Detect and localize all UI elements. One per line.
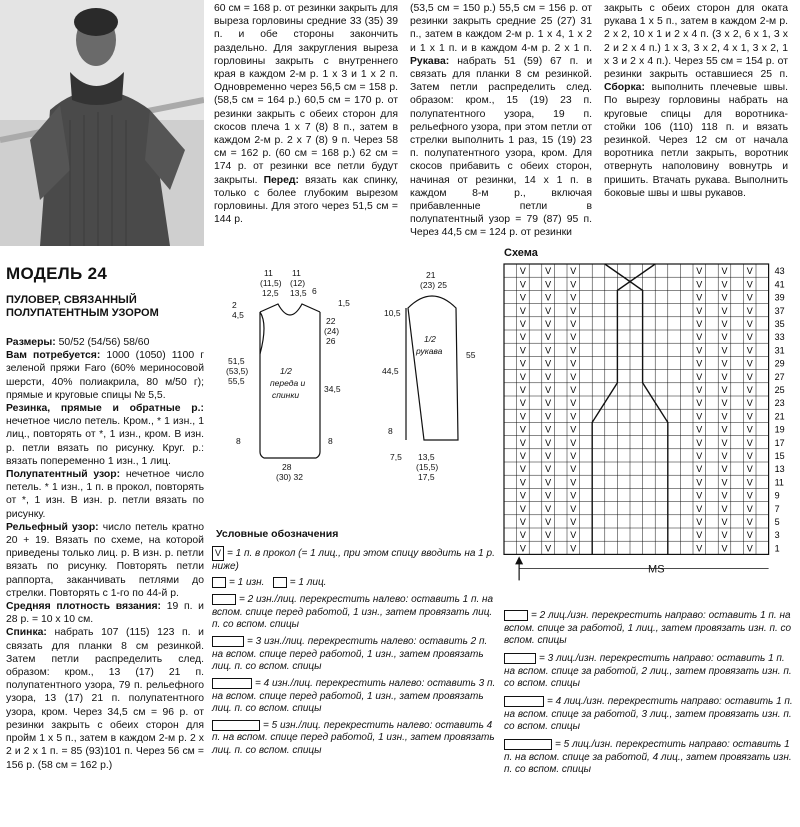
svg-text:22: 22 [326, 316, 336, 326]
v-stitch: V [721, 371, 728, 382]
v-stitch: V [746, 517, 753, 527]
svg-text:(11,5): (11,5) [260, 278, 282, 288]
v-stitch: V [545, 543, 552, 554]
photo-illustration [0, 0, 204, 246]
v-stitch: V [721, 517, 728, 527]
v-stitch: V [519, 266, 526, 277]
v-stitch: V [545, 517, 552, 527]
v-stitch: V [696, 266, 703, 277]
v-stitch: V [519, 464, 526, 475]
v-stitch: V [696, 398, 703, 409]
v-stitch: V [545, 305, 552, 316]
v-stitch: V [746, 266, 753, 277]
v-stitch: V [746, 279, 753, 290]
svg-text:21: 21 [426, 270, 436, 280]
v-stitch: V [519, 477, 526, 488]
v-stitch: V [545, 424, 552, 435]
row-label: 29 [774, 358, 785, 369]
v-stitch: V [721, 266, 728, 277]
svg-text:10,5: 10,5 [384, 308, 401, 318]
v-stitch: V [746, 371, 753, 382]
v-stitch: V [721, 332, 728, 343]
text-column-1: Размеры: 50/52 (54/56) 58/60 Вам потребуется: 1000 (1050) 1100 г зеленой пряжи Faro (60% мериносовой шерсти, 40% полиакрила, 80 м/50 г); прямые и круговые спицы № 5,5. Резинка, прямые и обратные р.: нечетное число петель. Кром., * 1 изн., 1 лиц., повторять от *, 1 изн., кром. В изн. р. петли вязать по рисунку. Круг. р.: вязать попеременно 1 изн., 1 лиц. Полупатентный узор: нечетное число петель. * 1 изн., 1 п. в прокол, повторять от *, 1 изн. В изн. р. петли вязать по рисунку. Рельефный узор: число петель кратно 20 + 19. Вязать по схеме, на которой приведены только лиц. р. В изн. р. петли вязать по рисунку. Повторять петли раппорта, заканчивать петлями до стрелки. Повторять с 1-го по 44-й р. Средняя плотность вязания: 19 п. и 28 р. = 10 х 10 см. Спинка: набрать 107 (115) 123 п. и связать для планки 8 см резинкой. Затем петли распределить след. образом: кром., 13 (17) 21 п. полупатентного узора, 79 п. рельефного узора, 13 (17) 21 п. полупатентного узора, кром. Через 34,5 см = 96 р. от резинки закрыть с обеих сторон для пройм 1 х 5 п., затем в каждом 2-м р. 2 х 2 и 2 х 1 п. = 85 (93)101 п. Через 56 см = 156 р. (58 см = 162 р.) [6, 337, 204, 771]
v-stitch: V [721, 385, 728, 395]
svg-text:7,5: 7,5 [390, 452, 402, 462]
v-stitch: V [746, 424, 753, 435]
v-stitch: V [570, 332, 577, 343]
v-stitch: V [746, 411, 753, 422]
v-stitch: V [570, 477, 577, 488]
v-stitch: V [746, 332, 753, 343]
v-symbol-icon: V [212, 546, 224, 561]
row-label: 33 [774, 332, 785, 343]
row-label: 43 [774, 266, 785, 277]
row-label: 23 [774, 398, 785, 409]
stitch-chart [500, 258, 796, 602]
schema-title: Схема [504, 247, 538, 259]
v-stitch: V [519, 332, 526, 343]
v-stitch: V [746, 385, 753, 395]
v-stitch: V [721, 490, 728, 501]
v-stitch: V [545, 345, 552, 356]
legend-item-purl-knit: = 1 изн. = 1 лиц. [212, 577, 496, 590]
v-stitch: V [746, 464, 753, 475]
v-stitch: V [545, 451, 552, 461]
v-stitch: V [570, 530, 577, 541]
svg-text:28: 28 [282, 462, 292, 472]
v-stitch: V [545, 464, 552, 475]
v-stitch: V [519, 424, 526, 435]
v-stitch: V [519, 345, 526, 356]
v-stitch: V [746, 490, 753, 501]
v-stitch: V [570, 517, 577, 527]
svg-text:11: 11 [292, 268, 301, 278]
v-stitch: V [519, 543, 526, 554]
v-stitch: V [519, 517, 526, 527]
v-stitch: V [696, 319, 703, 329]
cross-5-left-icon [212, 720, 260, 731]
row-label: 31 [774, 345, 785, 356]
v-stitch: V [519, 437, 526, 448]
v-stitch: V [545, 371, 552, 382]
v-stitch: V [570, 490, 577, 501]
svg-text:8: 8 [328, 436, 333, 446]
v-stitch: V [570, 385, 577, 395]
svg-text:1/2: 1/2 [424, 334, 436, 344]
v-stitch: V [519, 305, 526, 316]
v-stitch: V [545, 332, 552, 343]
v-stitch: V [696, 517, 703, 527]
v-stitch: V [570, 424, 577, 435]
v-stitch: V [519, 279, 526, 290]
svg-text:55,5: 55,5 [228, 376, 245, 386]
svg-text:(15,5): (15,5) [416, 462, 439, 472]
ms-label: MS [648, 563, 665, 576]
v-stitch: V [721, 319, 728, 329]
v-stitch: V [570, 266, 577, 277]
svg-text:переда и: переда и [270, 378, 306, 388]
v-stitch: V [570, 358, 577, 369]
v-stitch: V [746, 319, 753, 329]
row-label: 5 [774, 517, 780, 527]
v-stitch: V [746, 530, 753, 541]
cross-3-right-icon [504, 653, 536, 664]
legend-right [504, 610, 794, 777]
pattern-diagram [220, 264, 504, 490]
v-stitch: V [519, 292, 526, 303]
svg-text:(12): (12) [290, 278, 306, 288]
text-column-4: закрыть с обеих сторон для оката рукава 1 х 5 п., затем в каждом 2-м р. 2 х 2, 10 х 1 и 2 х 4 п. (3 х 2, 6 х 1, 3 х 2 и 2 х 4 п.) 1 х 3, 3 х 2, 4 х 1, 3 х 2, 1 х 3 и 2 х 4 п.). Через 55 см = 154 р. от резинки закрыть оставшиеся 25 п. Сборка: выполнить плечевые швы. По вырезу горловины набрать на круговые спицы для воротника-стойки 106 (110) 118 п. и вязать резинкой. Через 12 см от начала воротника петли закрыть, воротник отвернуть наполовину вовнутрь и пришить. Втачать рукава. Выполнить боковые швы и швы рукавов. [604, 3, 789, 199]
legend-item-rcross-3: = 3 лиц./изн. перекрестить направо: оставить 1 п. на вспом. спице за работой, 2 лиц., затем провязать изн. п. со вспом. спицы [504, 653, 792, 690]
legend-left [212, 546, 496, 758]
row-label: 17 [774, 437, 785, 448]
v-stitch: V [746, 292, 753, 303]
v-stitch: V [570, 503, 577, 514]
v-stitch: V [746, 543, 753, 554]
v-stitch: V [746, 503, 753, 514]
row-label: 25 [774, 385, 785, 395]
svg-text:51,5: 51,5 [228, 356, 245, 366]
row-label: 35 [774, 319, 785, 329]
v-stitch: V [519, 503, 526, 514]
v-stitch: V [570, 345, 577, 356]
v-stitch: V [545, 358, 552, 369]
text-column-2: 60 см = 168 р. от резинки закрыть для выреза горловины средние 33 (35) 39 п. и обе стороны закончить раздельно. Для закругления выреза горловины закрыть с внутреннего края в каждом 2-м р. 1 х 3 и 1 х 2 п. Одновременно через 56,5 см = 158 р. (58,5 см = 164 р.) 60,5 см = 170 р. от резинки закрыть с обеих сторон для скосов плеча 1 х 7 (8) 8 п., затем в каждом 2-м р. 2 х 7 (8) 9 п. Через 58 см = 162 р. (60 см = 168 р.) 62 см = 174 р. от резинки все петли будут закрыты. Перед: вязать как спинку, только с более глубоким вырезом горловины. Для этого через 51,5 см = 144 р. [214, 3, 398, 226]
v-stitch: V [519, 530, 526, 541]
v-stitch: V [721, 451, 728, 461]
v-stitch: V [696, 305, 703, 316]
svg-text:рукава: рукава [416, 346, 443, 356]
svg-text:1/2: 1/2 [280, 366, 292, 376]
v-stitch: V [721, 530, 728, 541]
cross-2-left-icon [212, 594, 236, 605]
row-label: 27 [774, 371, 785, 382]
v-stitch: V [696, 358, 703, 369]
v-stitch: V [570, 464, 577, 475]
legend-item-rcross-2: = 2 лиц./изн. перекрестить направо: оставить 1 п. на вспом. спице за работой, 1 лиц., затем провязать изн. п. со вспом. спицы [504, 610, 792, 647]
svg-text:44,5: 44,5 [382, 366, 399, 376]
cross-3-left-icon [212, 636, 244, 647]
row-label: 39 [774, 292, 785, 303]
legend-item-rcross-5: = 5 лиц./изн. перекрестить направо: оставить 1 п. на вспом. спице за работой, 4 лиц., затем провязать изн. п. со вспом. спицы [504, 738, 792, 776]
v-stitch: V [746, 451, 753, 461]
svg-text:34,5: 34,5 [324, 384, 341, 394]
v-stitch: V [570, 371, 577, 382]
arrow-head-icon [515, 556, 523, 564]
v-stitch: V [545, 319, 552, 329]
v-stitch: V [746, 477, 753, 488]
row-label: 1 [774, 543, 780, 554]
v-stitch: V [721, 477, 728, 488]
v-stitch: V [696, 292, 703, 303]
v-stitch: V [519, 398, 526, 409]
v-stitch: V [696, 279, 703, 290]
legend-item-through-back: V = 1 п. в прокол (= 1 лиц., при этом спицу вводить на 1 р. ниже) [212, 547, 495, 572]
v-stitch: V [696, 371, 703, 382]
row-label: 41 [774, 279, 785, 290]
v-stitch: V [696, 477, 703, 488]
v-stitch: V [519, 319, 526, 329]
legend-title: Условные обозначения [216, 528, 339, 540]
svg-text:26: 26 [326, 336, 336, 346]
v-stitch: V [721, 411, 728, 422]
v-stitch: V [746, 345, 753, 356]
row-label: 7 [774, 503, 780, 514]
v-stitch: V [696, 411, 703, 422]
v-stitch: V [519, 490, 526, 501]
legend-item-cross-2: = 2 изн./лиц. перекрестить налево: оставить 1 п. на вспом. спице перед работой, 1 изн., затем провязать лиц. п. со вспом. спицы [212, 594, 494, 631]
text-column-3: (53,5 см = 150 р.) 55,5 см = 156 р. от резинки закрыть средние 25 (27) 31 п., затем в каждом 2-м р. 1 х 4, 1 х 2 и 1 х 1 п. и в каждом 4-м р. 2 х 1 п. Рукава: набрать 51 (59) 67 п. и связать для планки 8 см резинкой. Затем петли распределить след. образом: кром., 15 (19) 23 п. полупатентного узора, 19 п. рельефного узора, при этом петли от стрелки выполнить 1 раз, 15 (19) 23 п. полупатентного узора, кром. Для скосов прибавить с обеих сторон, начиная от резинки, 14 х 1 п. в каждом 8-м р., включая прибавленные петли в полупатентный узор = 79 (87) 95 п. Через 44,5 см = 124 р. от резинки [410, 3, 592, 239]
v-stitch: V [696, 464, 703, 475]
row-label: 3 [774, 530, 780, 541]
cross-2-right-icon [504, 610, 528, 621]
v-stitch: V [721, 464, 728, 475]
v-stitch: V [570, 451, 577, 461]
sleeve-outline [408, 296, 458, 440]
v-stitch: V [519, 358, 526, 369]
svg-text:(23) 25: (23) 25 [420, 280, 447, 290]
model-photo [0, 0, 204, 246]
v-stitch: V [721, 503, 728, 514]
v-stitch: V [721, 305, 728, 316]
row-label: 11 [774, 477, 784, 488]
row-label: 37 [774, 305, 785, 316]
v-stitch: V [519, 385, 526, 395]
v-stitch: V [696, 385, 703, 395]
v-stitch: V [545, 279, 552, 290]
v-stitch: V [519, 451, 526, 461]
row-label: 21 [774, 411, 785, 422]
v-stitch: V [696, 503, 703, 514]
row-label: 19 [774, 424, 785, 435]
v-stitch: V [545, 385, 552, 395]
v-stitch: V [696, 451, 703, 461]
svg-text:(24): (24) [324, 326, 340, 336]
v-stitch: V [721, 437, 728, 448]
svg-text:спинки: спинки [272, 390, 300, 400]
v-stitch: V [545, 477, 552, 488]
svg-text:11: 11 [264, 268, 273, 278]
v-stitch: V [545, 266, 552, 277]
v-stitch: V [721, 279, 728, 290]
v-stitch: V [519, 371, 526, 382]
svg-text:13,5: 13,5 [418, 452, 435, 462]
legend-item-cross-4: = 4 изн./лиц. перекрестить налево: оставить 3 п. на вспом. спице перед работой, 1 изн., затем провязать лиц. п. со вспом. спицы [212, 677, 496, 715]
v-stitch: V [746, 358, 753, 369]
legend-item-cross-3: = 3 изн./лиц. перекрестить налево: оставить 2 п. на вспом. спице перед работой, 1 изн., затем провязать лиц. п. со вспом. спицы [212, 635, 488, 673]
v-stitch: V [696, 424, 703, 435]
v-stitch: V [545, 503, 552, 514]
v-stitch: V [746, 305, 753, 316]
v-stitch: V [746, 437, 753, 448]
v-stitch: V [570, 319, 577, 329]
v-stitch: V [570, 543, 577, 554]
row-label: 15 [774, 451, 785, 461]
v-stitch: V [746, 398, 753, 409]
v-stitch: V [545, 530, 552, 541]
v-stitch: V [570, 279, 577, 290]
row-label: 9 [774, 490, 780, 501]
v-stitch: V [545, 292, 552, 303]
purl-symbol-icon [212, 577, 226, 588]
v-stitch: V [570, 398, 577, 409]
v-stitch: V [570, 305, 577, 316]
cross-4-left-icon [212, 678, 252, 689]
cross-5-right-icon [504, 739, 552, 750]
cross-4-right-icon [504, 696, 544, 707]
svg-text:8: 8 [236, 436, 241, 446]
row-label: 13 [774, 464, 785, 475]
legend-item-cross-5: = 5 изн./лиц. перекрестить налево: оставить 4 п. на вспом. спице перед работой, 1 изн., затем провязать лиц. п. со вспом. спицы [212, 719, 495, 757]
svg-text:55: 55 [466, 350, 476, 360]
v-stitch: V [545, 490, 552, 501]
v-stitch: V [696, 490, 703, 501]
subtitle: ПУЛОВЕР, СВЯЗАННЫЙ ПОЛУПАТЕНТНЫМ УЗОРОМ [6, 294, 159, 319]
v-stitch: V [696, 530, 703, 541]
model-title: МОДЕЛЬ 24 [6, 264, 108, 283]
v-stitch: V [519, 411, 526, 422]
v-stitch: V [545, 398, 552, 409]
v-stitch: V [721, 345, 728, 356]
v-stitch: V [570, 411, 577, 422]
svg-text:12,5: 12,5 [262, 288, 279, 298]
v-stitch: V [721, 424, 728, 435]
v-stitch: V [545, 411, 552, 422]
v-stitch: V [696, 543, 703, 554]
svg-text:(53,5): (53,5) [226, 366, 249, 376]
legend-item-rcross-4: = 4 лиц./изн. перекрестить направо: оставить 1 п. на вспом. спице за работой, 3 лиц., затем провязать изн. п. со вспом. спицы [504, 695, 793, 733]
svg-text:2: 2 [232, 300, 237, 310]
knit-symbol-icon [273, 577, 287, 588]
svg-text:1,5: 1,5 [338, 298, 350, 308]
v-stitch: V [696, 345, 703, 356]
svg-text:4,5: 4,5 [232, 310, 244, 320]
v-stitch: V [696, 437, 703, 448]
svg-text:(30) 32: (30) 32 [276, 472, 303, 482]
svg-text:17,5: 17,5 [418, 472, 435, 482]
v-stitch: V [721, 358, 728, 369]
v-stitch: V [570, 292, 577, 303]
v-stitch: V [570, 437, 577, 448]
svg-text:13,5: 13,5 [290, 288, 307, 298]
v-stitch: V [721, 543, 728, 554]
svg-text:8: 8 [388, 426, 393, 436]
v-stitch: V [696, 332, 703, 343]
v-stitch: V [721, 398, 728, 409]
v-stitch: V [721, 292, 728, 303]
svg-text:6: 6 [312, 286, 317, 296]
v-stitch: V [545, 437, 552, 448]
